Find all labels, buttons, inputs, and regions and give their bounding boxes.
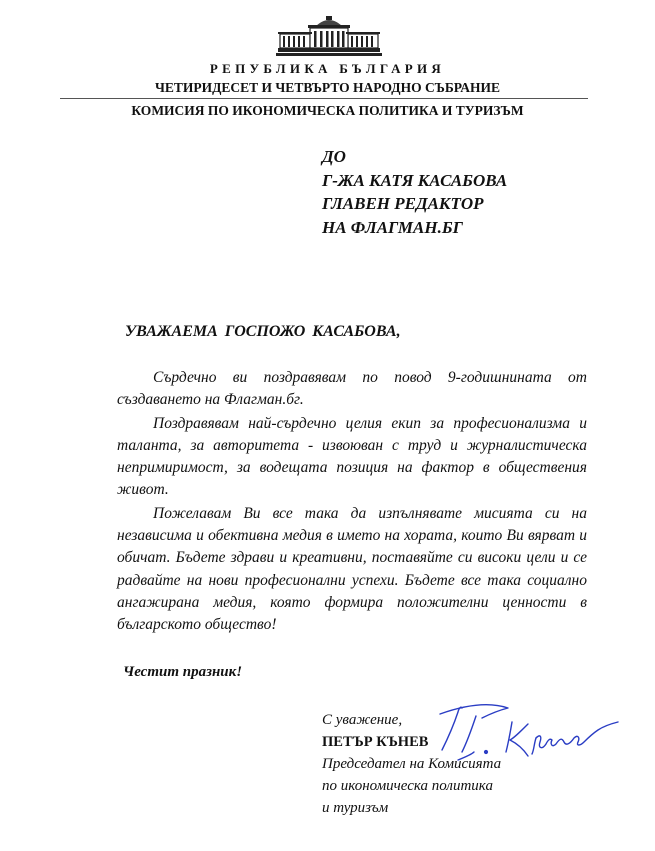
body-paragraph: Поздравявам най-сърдечно целия екип за професионализма и таланта, за авторитета - извоюван с труд и журналистическа непримиримост, за водещата позиция на фактор в обществения живот. bbox=[117, 414, 587, 499]
addressee-line: ДО bbox=[322, 147, 346, 166]
signatory-title: по икономическа политика bbox=[322, 778, 493, 794]
signatory-title: Председател на Комисията bbox=[322, 756, 502, 772]
closing-line: Честит празник! bbox=[123, 664, 243, 680]
signatory-name: ПЕТЪР КЪНЕВ bbox=[322, 734, 429, 750]
letterhead-commission: КОМИСИЯ ПО ИКОНОМИЧЕСКА ПОЛИТИКА И ТУРИЗЪМ bbox=[131, 103, 524, 118]
addressee-line: ГЛАВЕН РЕДАКТОР bbox=[322, 194, 484, 213]
letterhead-republic: РЕПУБЛИКА БЪЛГАРИЯ bbox=[209, 61, 446, 76]
addressee-block bbox=[322, 145, 507, 239]
salutation: УВАЖАЕМА ГОСПОЖО КАСАБОВА, bbox=[125, 323, 401, 340]
letterhead-assembly: ЧЕТИРИДЕСЕТ И ЧЕТВЪРТО НАРОДНО СЪБРАНИЕ bbox=[154, 80, 501, 95]
addressee-line: Г-ЖА КАТЯ КАСАБОВА bbox=[322, 170, 508, 190]
signoff-regards: С уважение, bbox=[322, 712, 403, 728]
body-paragraph: Сърдечно ви поздравявам по повод 9-годишнината от създаването на Флагман.бг. bbox=[117, 369, 587, 409]
parliament-building-icon bbox=[270, 14, 388, 58]
body-paragraph: Пожелавам Ви все така да изпълнявате мисията си на независима и обективна медия в името на хората, които Ви вярват и обичат. Бъдете здрави и креативни, поставяйте си високи цели и се радвайте на нови професионални успехи. Бъдете все така социално ангажирана медия, която формира положителни ценности в българското общество! bbox=[117, 504, 587, 634]
signatory-title: и туризъм bbox=[322, 800, 389, 816]
letterhead-divider bbox=[60, 98, 588, 99]
letter-body bbox=[117, 367, 587, 638]
addressee-line: НА ФЛАГМАН.БГ bbox=[322, 217, 463, 237]
handwritten-signature bbox=[428, 694, 638, 772]
